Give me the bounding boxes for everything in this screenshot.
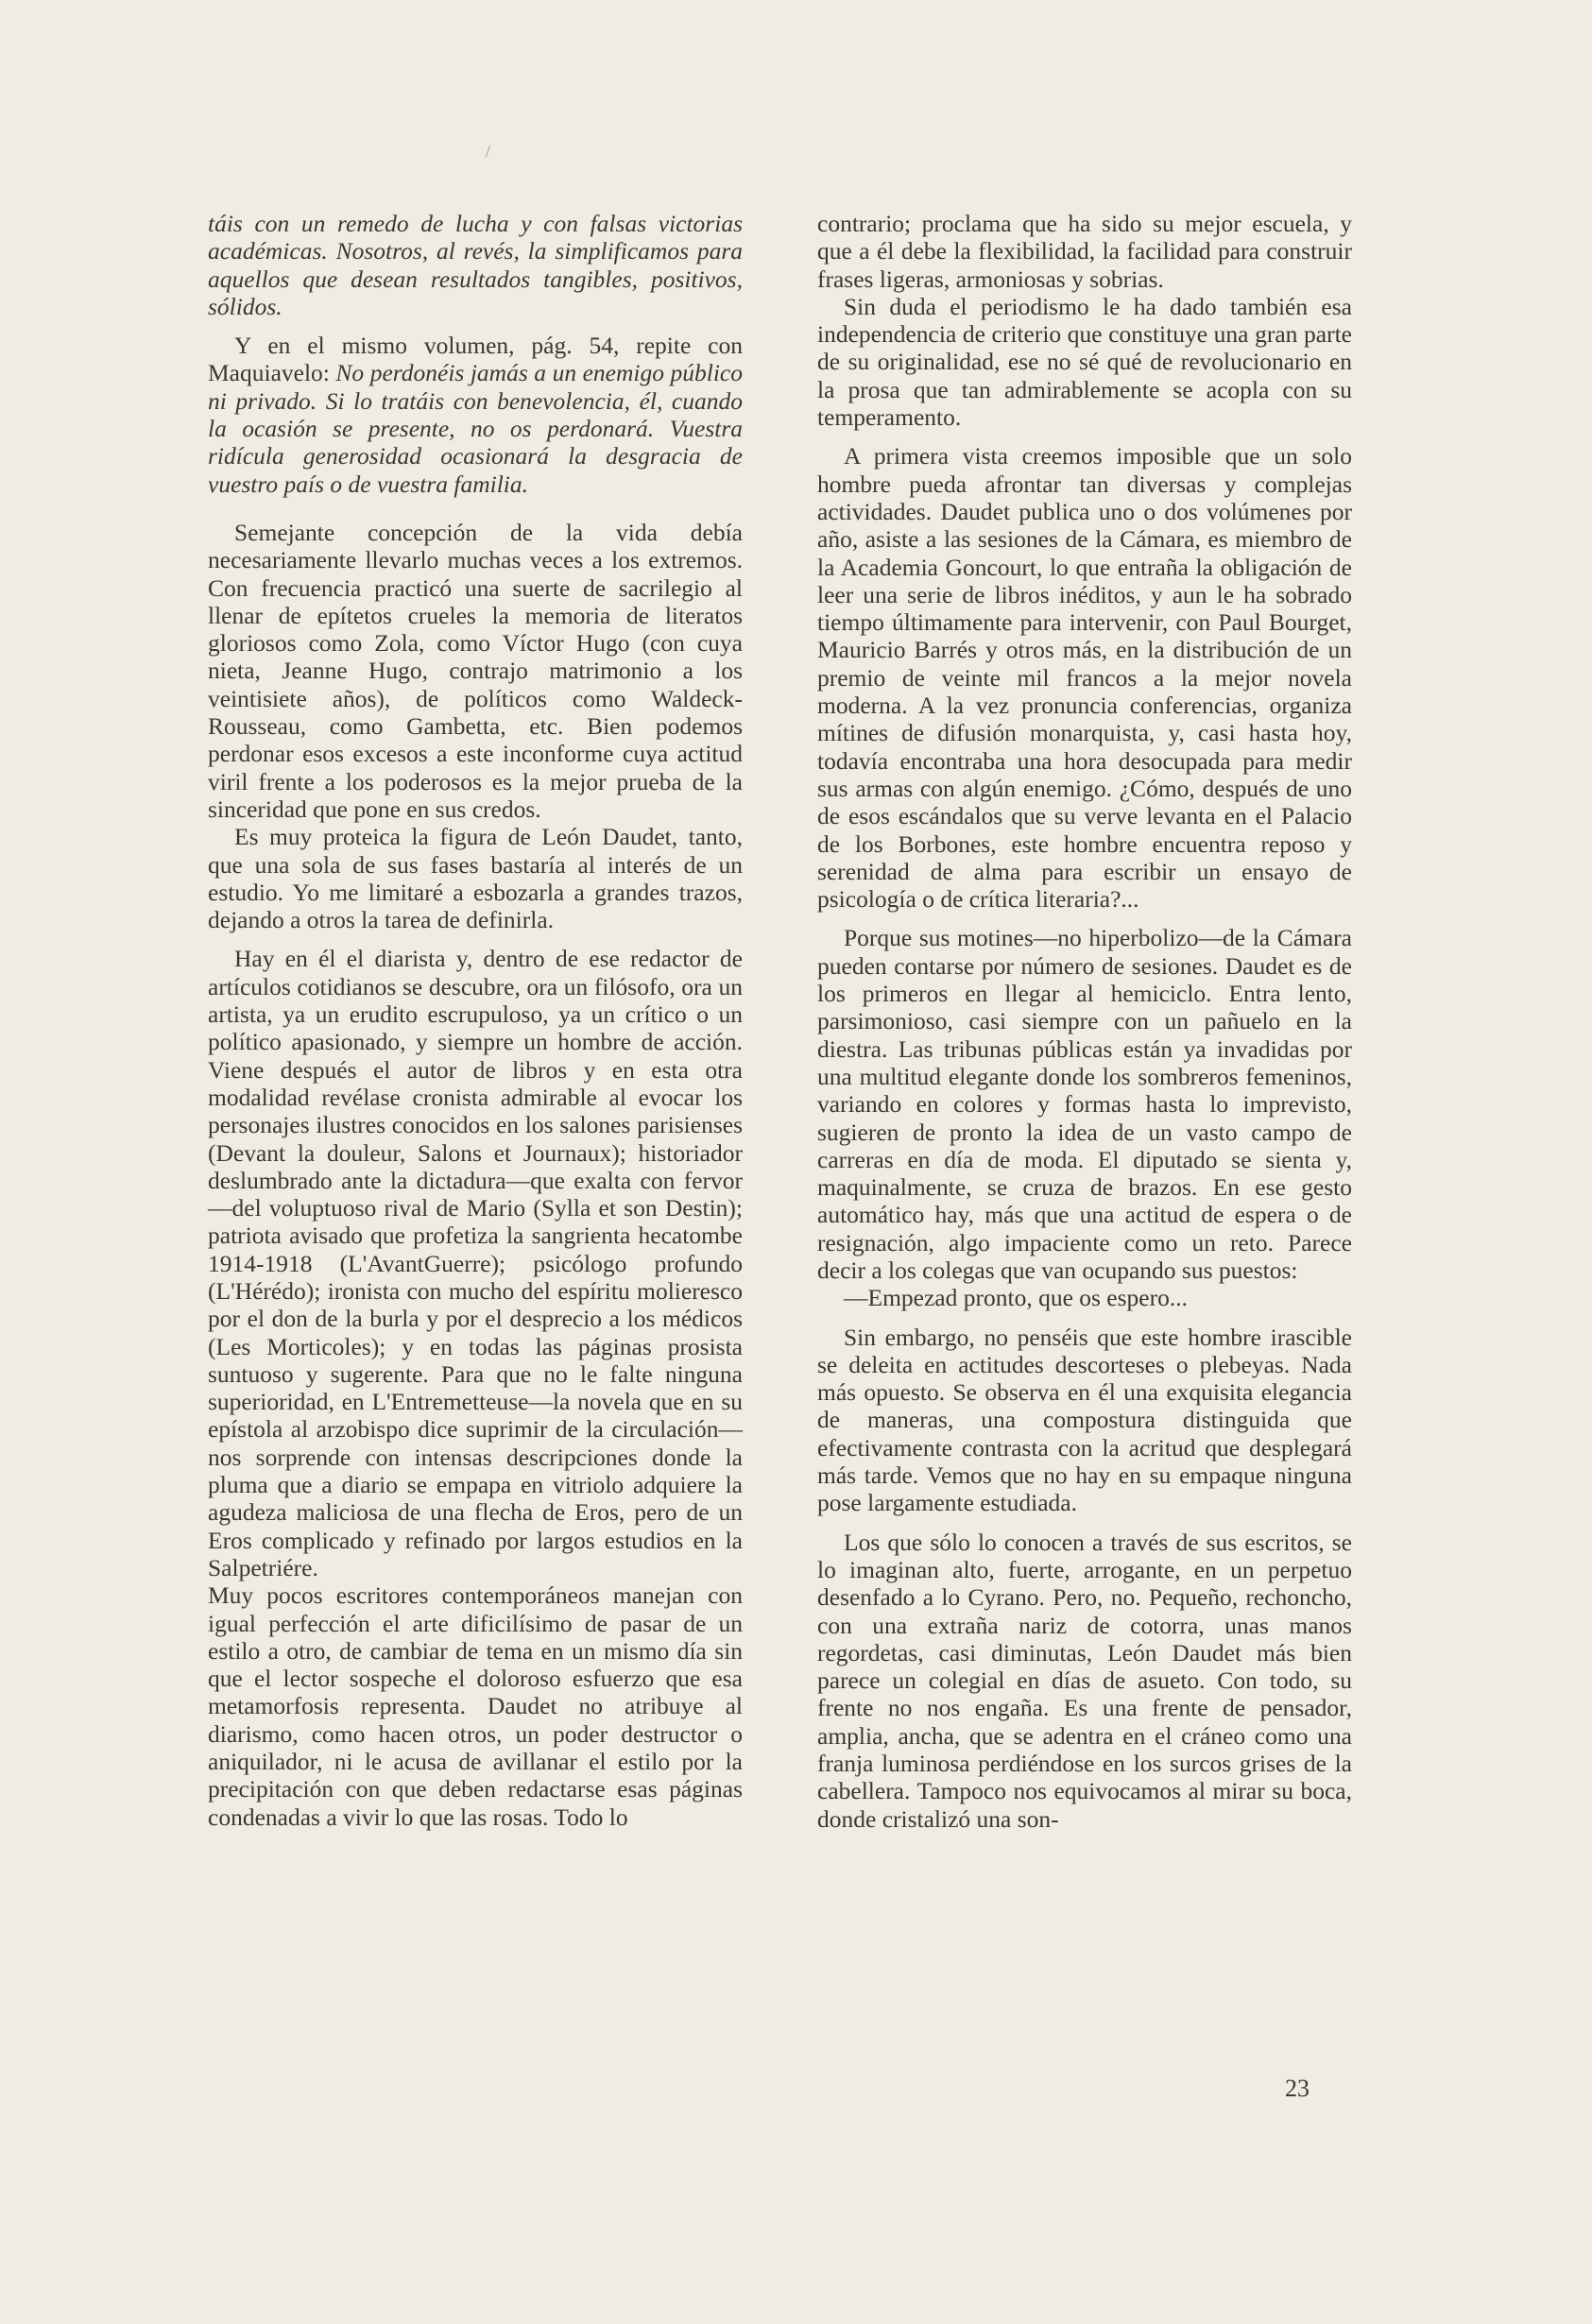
left-column bbox=[208, 210, 743, 1831]
paragraph-9: A primera vista creemos imposible que un solo hombre pueda afrontar tan diversas y complejas actividades. Daudet publica uno o dos volúmenes por año, asiste a las sesiones de la Cámara, es miembro de la Academia Goncourt, lo que entraña la obligación de leer una serie de libros inéditos, y aun le ha sobrado tiempo últimamente para intervenir, con Paul Bourget, Mauricio Barrés y otros más, en la distribución de un premio de veinte mil francos a la mejor novela moderna. A la vez pronuncia conferencias, organiza mítines de difusión monarquista, y, casi hasta hoy, todavía encontraba una hora desocupada para medir sus armas con algún enemigo. ¿Cómo, después de uno de esos escándalos que su verve levanta en el Palacio de los Borbones, este hombre encuentra reposo y serenidad de alma para escribir un ensayo de psicología o de crítica literaria?... bbox=[817, 442, 1352, 914]
paragraph-3: Semejante concepción de la vida debía necesariamente llevarlo muchas veces a los extremos. Con frecuencia practicó una suerte de sacrilegio al llenar de epítetos crueles la memoria de literatos gloriosos como Zola, como Víctor Hugo (con cuya nieta, Jeanne Hugo, contrajo matrimonio a los veintisiete años), de políticos como Waldeck-Rousseau, como Gambetta, etc. Bien podemos perdonar esos excesos a este inconforme cuya actitud viril frente a los poderosos es la mejor prueba de la sinceridad que pone en sus credos. bbox=[208, 518, 743, 823]
paragraph-5: Hay en él el diarista y, dentro de ese redactor de artículos cotidianos se descubre, ora un filósofo, ora un artista, ya un erudito escrupuloso, ya un crítico o un político apasionado, y siempre un hombre de acción. Viene después el autor de libros y en esta otra modalidad revélase cronista admirable al evocar los personajes ilustres conocidos en los salones parisienses (Devant la douleur, Salons et Journaux); historiador deslumbrado ante la dictadura—que exalta con fervor—del voluptuoso rival de Mario (Sylla et son Destin); patriota avisado que profetiza la sangrienta hecatombe 1914-1918 (L'AvantGuerre); psicólogo profundo (L'Hérédo); ironista con mucho del espíritu molieresco por el don de la burla y por el desprecio a los médicos (Les Morticoles); y en todas las páginas prosista suntuoso y sugerente. Para que no le falte ninguna superioridad, en L'Entremetteuse—la novela que en su epístola al arzobispo dice suprimir de la circulación—nos sorprende con intensas descripciones donde la pluma que a diario se empapa en vitriolo adquiere la agudeza maliciosa de una flecha de Eros, pero de un Eros complicado y refinado por largos estudios en la Salpetriére. bbox=[208, 945, 743, 1581]
machiavelli-quote: No perdonéis jamás a un enemigo público ni privado. Si lo tratáis con benevolencia, él, cuando la ocasión se presente, no os perdonará. Vuestra ridícula generosidad ocasionará la desgracia de vuestro país o de vuestra familia. bbox=[208, 359, 743, 498]
ink-mark: / bbox=[486, 142, 491, 161]
paragraph-12: Los que sólo lo conocen a través de sus escritos, se lo imaginan alto, fuerte, arrogante, en un perpetuo desenfado a lo Cyrano. Pero, no. Pequeño, rechoncho, con una extraña nariz de cotorra, unas manos regordetas, casi diminutas, León Daudet más bien parece un colegial en días de asueto. Con todo, su frente no nos engaña. Es una frente de pensador, amplia, ancha, que se adentra en el cráneo como una franja luminosa perdiéndose en los surcos grises de la cabellera. Tampoco nos equivocamos al mirar su boca, donde cristalizó una son- bbox=[817, 1528, 1352, 1833]
paragraph-4: Es muy proteica la figura de León Daudet, tanto, que una sola de sus fases bastaría al interés de un estudio. Yo me limitaré a esbozarla a grandes trazos, dejando a otros la tarea de definirla. bbox=[208, 823, 743, 934]
paragraph-6: Muy pocos escritores contemporáneos manejan con igual perfección el arte dificilísimo de pasar de un estilo a otro, de cambiar de tema en un mismo día sin que el lector sospeche el doloroso esfuerzo que esa metamorfosis representa. Daudet no atribuye al diarismo, como hacen otros, un poder destructor o aniquilador, ni le acusa de avillanar el estilo por la precipitación con que deben redactarse esas páginas condenadas a vivir lo que las rosas. Todo lo bbox=[208, 1581, 743, 1831]
paragraph-11: Sin embargo, no penséis que este hombre irascible se deleita en actitudes descorteses o plebeyas. Nada más opuesto. Se observa en él una exquisita elegancia de maneras, una compostura distinguida que efectivamente contrasta con la acritud que desplegará más tarde. Vemos que no hay en su empaque ninguna pose largamente estudiada. bbox=[817, 1323, 1352, 1517]
paragraph-2 bbox=[208, 332, 743, 498]
right-column bbox=[817, 210, 1352, 1833]
page-number: 23 bbox=[1285, 2075, 1310, 2102]
paragraph-2-text: Y en el mismo volumen, pág. 54, repite con Maquiavelo: bbox=[208, 332, 743, 387]
paragraph-7: contrario; proclama que ha sido su mejor escuela, y que a él debe la flexibilidad, la facilidad para construir frases ligeras, armoniosas y sobrias. bbox=[817, 210, 1352, 293]
paragraph-10: Porque sus motines—no hiperbolizo—de la Cámara pueden contarse por número de sesiones. Daudet es de los primeros en llegar al hemiciclo. Entra lento, parsimonioso, casi siempre con un pañuelo en la diestra. Las tribunas públicas están ya invadidas por una multitud elegante donde los sombreros femeninos, variando en colores y formas hasta lo imprevisto, sugieren de pronto la idea de un vasto campo de carreras en día de moda. El diputado se sienta y, maquinalmente, se cruza de brazos. En ese gesto automático hay, más que una actitud de espera o de resignación, algo impaciente como un reto. Parece decir a los colegas que van ocupando sus puestos: bbox=[817, 924, 1352, 1284]
paragraph-8: Sin duda el periodismo le ha dado también esa independencia de criterio que constituye una gran parte de su originalidad, ese no sé qué de revolucionario en la prosa que tan admirablemente se acopla con su temperamento. bbox=[817, 292, 1352, 432]
paragraph-1: táis con un remedo de lucha y con falsas victorias académicas. Nosotros, al revés, la simplificamos para aquellos que desean resultados tangibles, positivos, sólidos. bbox=[208, 210, 743, 320]
dialogue-line: —Empezad pronto, que os espero... bbox=[844, 1284, 1188, 1312]
